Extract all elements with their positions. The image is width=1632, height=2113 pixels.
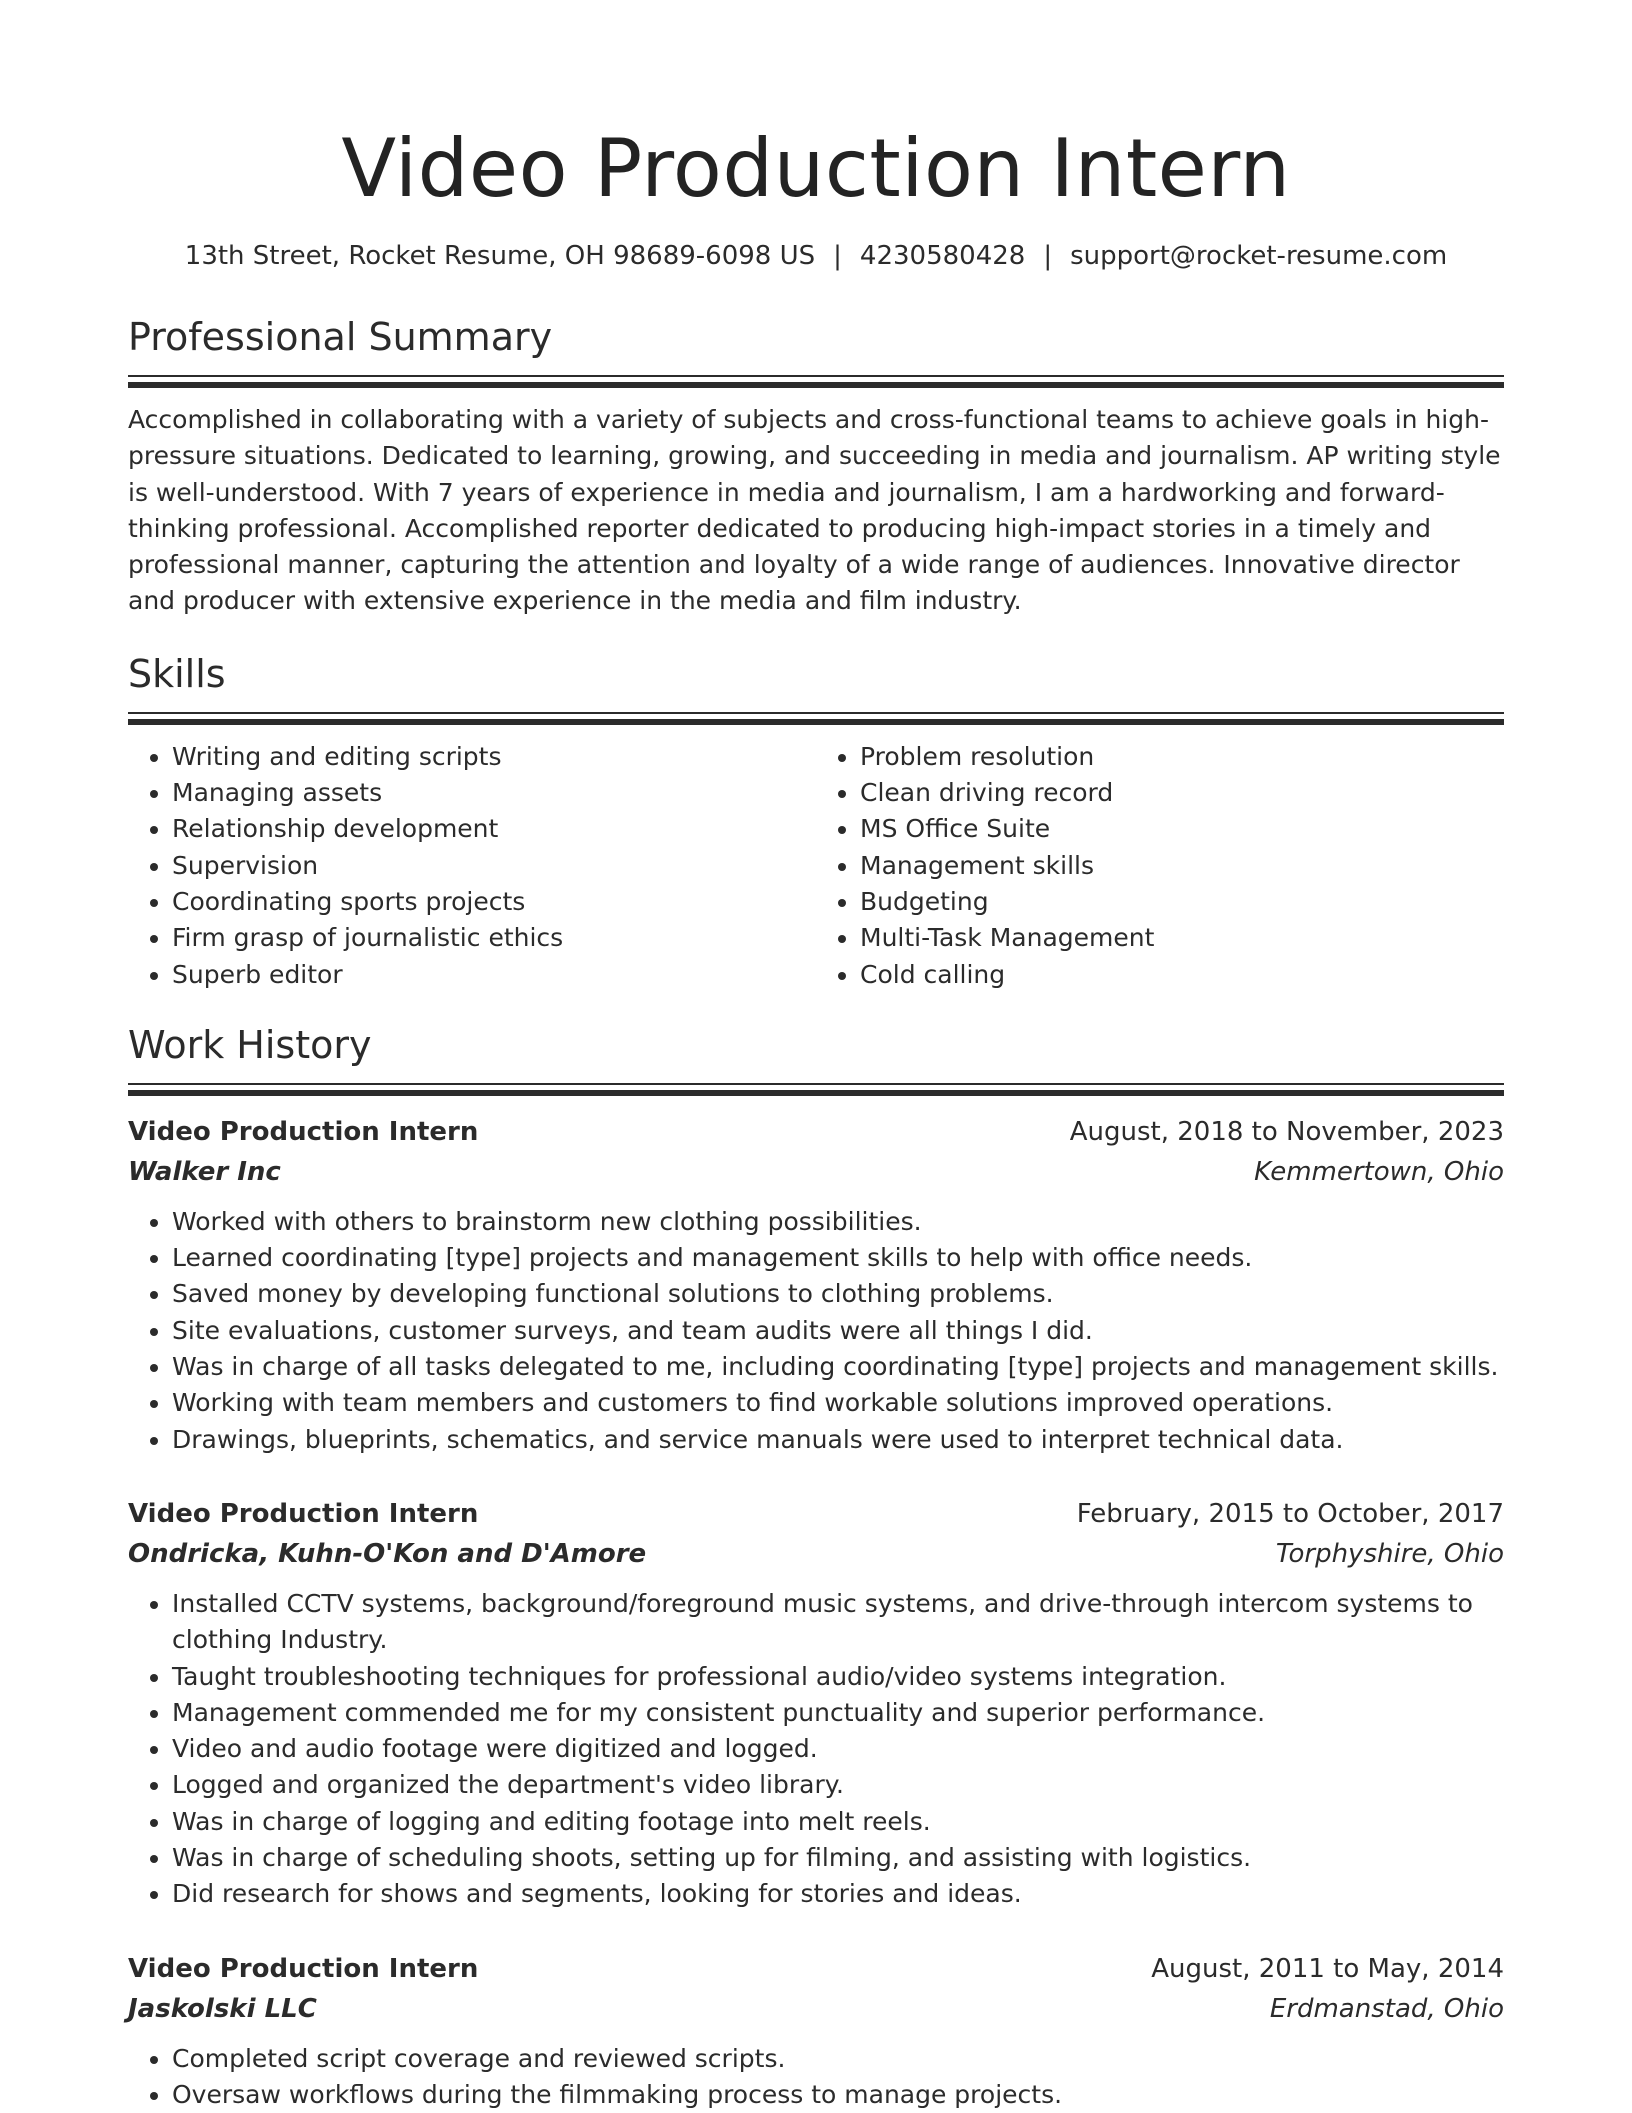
contact-separator: |: [1043, 241, 1053, 271]
job-title: Video Production Intern: [128, 1498, 479, 1529]
skill-item: • Coordinating sports projects: [172, 884, 816, 920]
skill-item: • Firm grasp of journalistic ethics: [172, 920, 816, 956]
job-bullets: [128, 1204, 1504, 1458]
work-history-section: [128, 1021, 1504, 2113]
contact-phone: 4230580428: [859, 241, 1026, 271]
section-divider: [128, 1083, 1504, 1096]
skills-list-right: [816, 739, 1504, 993]
skills-section: [128, 650, 1504, 993]
job-location: Kemmertown, Ohio: [1254, 1156, 1504, 1187]
job-bullet: • Installed CCTV systems, background/foreground music systems, and drive-through intercom systems to clothing Industry.: [172, 1586, 1504, 1659]
job-bullet: • Video and audio footage were digitized and logged.: [172, 1731, 1504, 1767]
job-location: Erdmanstad, Ohio: [1269, 1993, 1504, 2024]
job-entry: [128, 1494, 1504, 1913]
skill-item: • Managing assets: [172, 775, 816, 811]
skill-item: • MS Office Suite: [860, 811, 1504, 847]
summary-heading: Professional Summary: [128, 315, 553, 359]
contact-line: [128, 239, 1504, 273]
skill-item: • Writing and editing scripts: [172, 739, 816, 775]
job-bullet: • Did research for shows and segments, looking for stories and ideas.: [172, 1876, 1504, 1912]
section-divider: [128, 375, 1504, 388]
job-bullet: • Worked with others to brainstorm new clothing possibilities.: [172, 1204, 1504, 1240]
summary-text: Accomplished in collaborating with a variety of subjects and cross-functional teams to achieve goals in high-pressure situations. Dedicated to learning, growing, and succeeding in media and journalism. AP writing style is well-understood. With 7 years of experience in media and journalism, I am a hardworking and forward-thinking professional. Accomplished reporter dedicated to producing high-impact stories in a timely and professional manner, capturing the attention and loyalty of a wide range of audiences. Innovative director and producer with extensive experience in the media and film industry.: [128, 405, 1501, 616]
skill-item: • Supervision: [172, 848, 816, 884]
job-bullet: • Taught troubleshooting techniques for professional audio/video systems integration.: [172, 1659, 1504, 1695]
skills-list-left: [128, 739, 816, 993]
job-title: Video Production Intern: [128, 1953, 479, 1984]
contact-email: support@rocket-resume.com: [1070, 241, 1448, 271]
job-location: Torphyshire, Ohio: [1275, 1538, 1504, 1569]
skills-columns: [128, 739, 1504, 993]
job-bullet: • Was in charge of scheduling shoots, setting up for filming, and assisting with logistics.: [172, 1840, 1504, 1876]
contact-separator: |: [833, 241, 842, 271]
job-bullet: • Oversaw workflows during the filmmaking process to manage projects.: [172, 2077, 1504, 2113]
skill-item: • Relationship development: [172, 811, 816, 847]
job-bullet: • Was in charge of all tasks delegated to me, including coordinating [type] projects and management skills.: [172, 1349, 1504, 1385]
job-title: Video Production Intern: [128, 1116, 479, 1147]
job-bullets: [128, 1586, 1504, 1913]
job-company: Walker Inc: [128, 1156, 281, 1187]
job-bullet: • Completed script coverage and reviewed scripts.: [172, 2041, 1504, 2077]
job-company: Jaskolski LLC: [128, 1993, 317, 2024]
skills-heading: Skills: [128, 651, 226, 696]
job-dates: February, 2015 to October, 2017: [1076, 1498, 1504, 1529]
skill-item: • Superb editor: [172, 957, 816, 993]
work-history-heading: Work History: [128, 1022, 372, 1067]
job-bullet: • Learned coordinating [type] projects and management skills to help with office needs.: [172, 1240, 1504, 1276]
job-dates: August, 2011 to May, 2014: [1151, 1953, 1504, 1984]
job-dates: August, 2018 to November, 2023: [1069, 1116, 1504, 1147]
contact-address: 13th Street, Rocket Resume, OH 98689-6098 US: [184, 241, 816, 271]
job-bullet: • Working with team members and customers to find workable solutions improved operations.: [172, 1385, 1504, 1421]
skill-item: • Management skills: [860, 848, 1504, 884]
job-entry: [128, 1949, 1504, 2113]
resume-name: Video Production Intern: [341, 122, 1291, 215]
skill-item: • Multi-Task Management: [860, 920, 1504, 956]
job-bullet: • Was in charge of logging and editing footage into melt reels.: [172, 1804, 1504, 1840]
skill-item: • Clean driving record: [860, 775, 1504, 811]
job-bullets: [128, 2041, 1504, 2113]
job-entry: [128, 1112, 1504, 1458]
summary-section: [128, 313, 1504, 620]
section-divider: [128, 712, 1504, 725]
job-bullet: • Drawings, blueprints, schematics, and service manuals were used to interpret technical data.: [172, 1422, 1504, 1458]
skill-item: • Cold calling: [860, 957, 1504, 993]
job-bullet: • Saved money by developing functional solutions to clothing problems.: [172, 1276, 1504, 1312]
skill-item: • Problem resolution: [860, 739, 1504, 775]
job-bullet: • Management commended me for my consistent punctuality and superior performance.: [172, 1695, 1504, 1731]
job-bullet: • Site evaluations, customer surveys, and team audits were all things I did.: [172, 1313, 1504, 1349]
job-company: Ondricka, Kuhn-O'Kon and D'Amore: [128, 1538, 647, 1569]
job-bullet: • Logged and organized the department's video library.: [172, 1767, 1504, 1803]
skill-item: • Budgeting: [860, 884, 1504, 920]
